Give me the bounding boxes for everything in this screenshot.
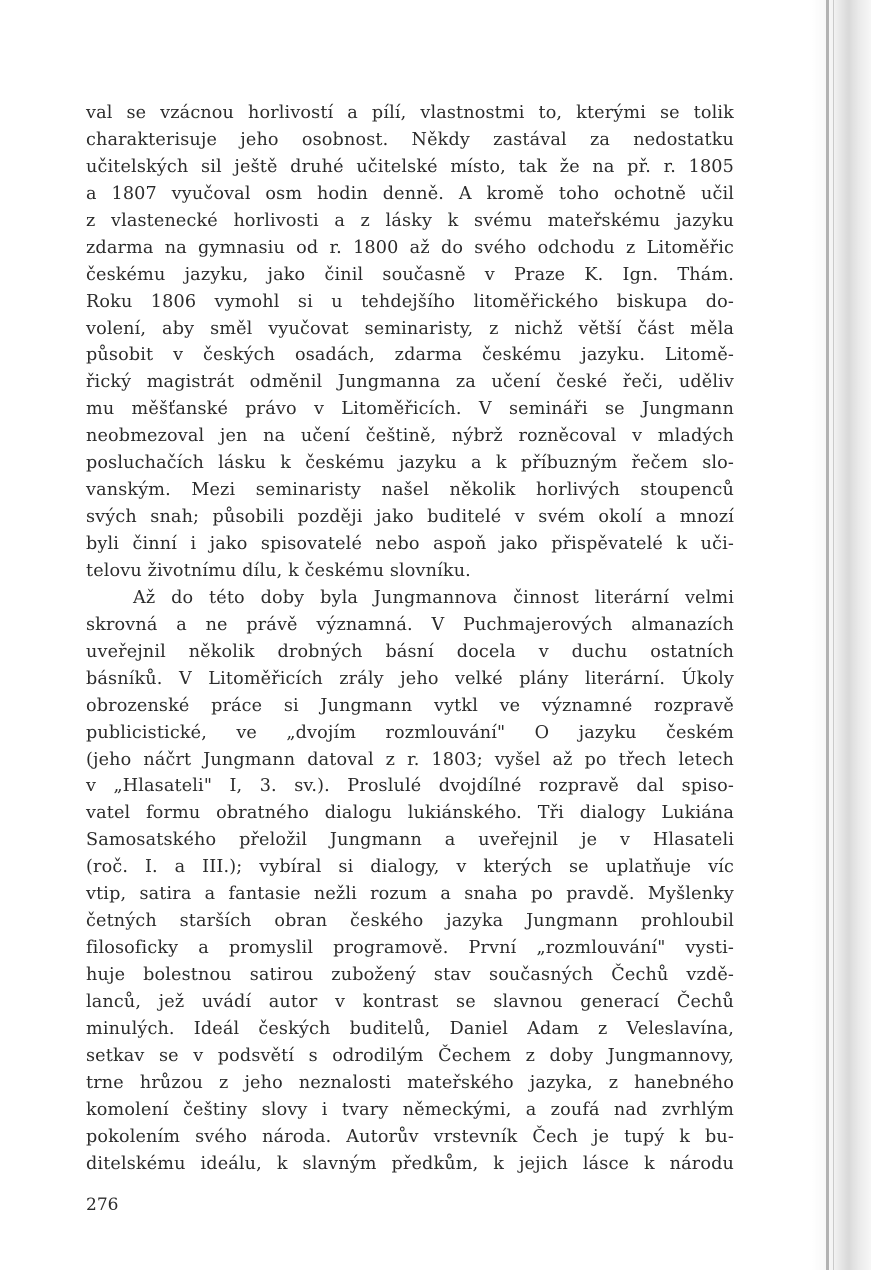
text-line: volení, aby směl vyučovat seminaristy, z nichž větší část měla	[86, 318, 734, 339]
text-line: (roč. I. a III.); vybíral si dialogy, v kterých se uplatňuje víc	[86, 857, 734, 878]
text-line: komolení češtiny slovy i tvary německými, a zoufá nad zvrhlým	[86, 1099, 734, 1120]
text-line: filosoficky a promyslil programově. První „rozmlouvání" vysti-	[86, 938, 734, 959]
text-line: obrozenské práce si Jungmann vytkl ve významné rozpravě	[86, 695, 734, 716]
text-line: mu měšťanské právo v Litoměřicích. V semináři se Jungmann	[86, 399, 734, 420]
text-line: Samosatského přeložil Jungmann a uveřejnil je v Hlasateli	[86, 830, 734, 851]
text-line: z vlastenecké horlivosti a z lásky k svému mateřskému jazyku	[86, 210, 734, 231]
text-line: publicistické, ve „dvojím rozmlouvání" O jazyku českém	[86, 722, 734, 743]
text-line: a 1807 vyučoval osm hodin denně. A kromě toho ochotně učil	[86, 183, 734, 204]
text-line: českému jazyku, jako činil současně v Praze K. Ign. Thám.	[86, 264, 734, 285]
text-line: básníků. V Litoměřicích zrály jeho velké plány literární. Úkoly	[86, 668, 734, 689]
text-line: skrovná a ne právě významná. V Puchmajerových almanazích	[86, 614, 734, 635]
text-line: neobmezoval jen na učení češtině, nýbrž rozněcoval v mladých	[86, 426, 734, 447]
text-line: minulých. Ideál českých buditelů, Daniel Adam z Veleslavína,	[86, 1018, 734, 1039]
text-line: Roku 1806 vymohl si u tehdejšího litoměřického biskupa do-	[86, 291, 734, 312]
text-line: učitelských sil ještě druhé učitelské místo, tak že na př. r. 1805	[86, 156, 734, 177]
text-line: řický magistrát odměnil Jungmanna za učení české řeči, uděliv	[86, 372, 734, 393]
text-line: svých snah; působili později jako buditelé v svém okolí a mnozí	[86, 507, 734, 528]
text-line: lanců, jež uvádí autor v kontrast se slavnou generací Čechů	[86, 991, 734, 1012]
text-line-paragraph-end: telovu životnímu dílu, k českému slovníku.	[86, 560, 471, 581]
text-line: vatel formu obratného dialogu lukiánského. Tři dialogy Lukiána	[86, 803, 734, 824]
text-line: četných starších obran českého jazyka Jungmann prohloubil	[86, 911, 734, 932]
text-line: trne hrůzou z jeho neznalosti mateřského jazyka, z hanebného	[86, 1072, 734, 1093]
text-line: působit v českých osadách, zdarma českému jazyku. Litomě-	[86, 345, 734, 366]
page-binding-shadow	[812, 0, 871, 1270]
text-line: byli činní i jako spisovatelé nebo aspoň jako přispěvatelé k uči-	[86, 534, 734, 554]
body-text	[86, 100, 734, 1178]
text-line: zdarma na gymnasiu od r. 1800 až do svého odchodu z Litoměřic	[86, 237, 734, 258]
binding-edge-line-secondary	[833, 0, 834, 1270]
text-line: v „Hlasateli" I, 3. sv.). Proslulé dvojdílné rozpravě dal spiso-	[86, 776, 734, 797]
text-line: (jeho náčrt Jungmann datoval z r. 1803; vyšel až po třech letech	[86, 749, 734, 770]
text-line: charakterisuje jeho osobnost. Někdy zastával za nedostatku	[86, 129, 734, 150]
text-line: posluchačích lásku k českému jazyku a k příbuzným řečem slo-	[86, 453, 734, 474]
binding-edge-line	[826, 0, 829, 1270]
text-line-paragraph-start: Až do této doby byla Jungmannova činnost literární velmi	[133, 587, 734, 608]
page-number: 276	[86, 1195, 119, 1215]
text-line: ditelskému ideálu, k slavným předkům, k jejich lásce k národu	[86, 1153, 734, 1174]
text-line: uveřejnil několik drobných básní docela v duchu ostatních	[86, 641, 734, 662]
text-line: vanským. Mezi seminaristy našel několik horlivých stoupenců	[86, 480, 734, 501]
text-line: val se vzácnou horlivostí a pílí, vlastnostmi to, kterými se tolik	[86, 103, 734, 123]
text-line: huje bolestnou satirou zubožený stav současných Čechů vzdě-	[86, 965, 734, 985]
text-line: vtip, satira a fantasie nežli rozum a snaha po pravdě. Myšlenky	[86, 884, 734, 905]
text-line: setkav se v podsvětí s odrodilým Čechem z doby Jungmannovy,	[86, 1045, 734, 1066]
text-line: pokolením svého národa. Autorův vrstevník Čech je tupý k bu-	[86, 1126, 734, 1147]
